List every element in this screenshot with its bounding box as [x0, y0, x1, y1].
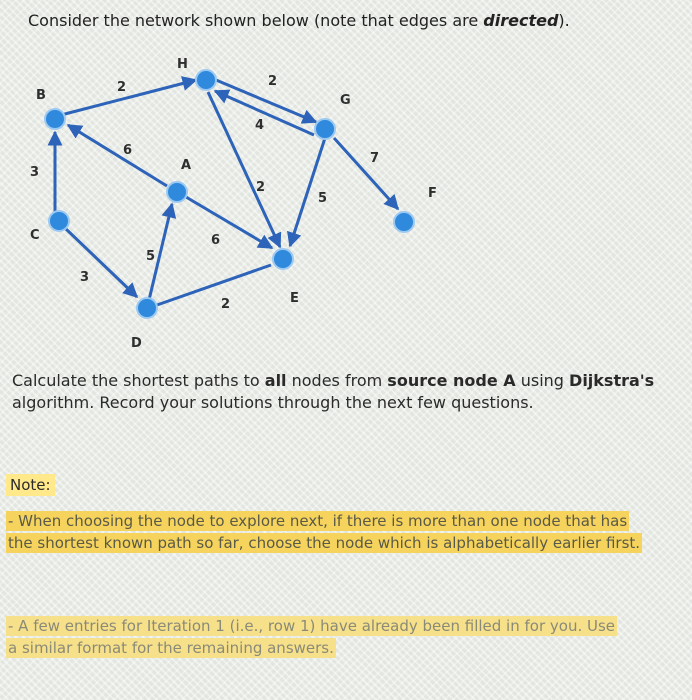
node-D	[137, 298, 157, 318]
label-G: G	[340, 93, 351, 108]
weight-D-A: 5	[146, 249, 156, 264]
network-graph	[0, 40, 692, 360]
edge-H-G	[216, 80, 316, 122]
label-C: C	[30, 228, 40, 243]
label-D: D	[131, 336, 142, 351]
edge-D-E	[157, 265, 271, 305]
node-E	[273, 249, 293, 269]
weight-G-H: 4	[255, 118, 265, 133]
node-H	[196, 70, 216, 90]
weight-A-E: 6	[211, 233, 221, 248]
edge-B-H	[61, 80, 196, 115]
weight-B-H: 2	[117, 80, 127, 95]
weight-G-E: 5	[318, 191, 328, 206]
question-emphasis: directed	[483, 11, 559, 30]
weight-C-D: 3	[80, 270, 90, 285]
edge-G-F	[334, 138, 398, 209]
node-C	[49, 211, 69, 231]
label-B: B	[36, 88, 46, 103]
label-E: E	[290, 291, 299, 306]
instruction-text: Calculate the shortest paths to all nodes from source node A using Dijkstra's algorithm. Record your solutions through the next few questions.	[12, 371, 655, 412]
weight-A-B: 6	[123, 143, 133, 158]
node-A	[167, 182, 187, 202]
weight-C-B: 3	[30, 165, 40, 180]
note-line-1: - When choosing the node to explore next, if there is more than one node that has the shortest known path so far, choose the node which is alphabetically earlier first.	[8, 512, 641, 552]
weight-H-G: 2	[268, 74, 278, 89]
weight-G-F: 7	[370, 151, 380, 166]
question-text: Consider the network shown below (note that edges are directed).	[28, 11, 570, 30]
label-A: A	[181, 158, 192, 173]
label-H: H	[177, 57, 188, 72]
node-F	[394, 212, 414, 232]
edge-C-D	[66, 229, 137, 297]
weight-D-E: 2	[221, 297, 231, 312]
label-F: F	[428, 186, 437, 201]
edge-A-B	[68, 125, 167, 186]
note-label: Note:	[6, 474, 55, 496]
node-G	[315, 119, 335, 139]
node-B	[45, 109, 65, 129]
weight-H-E: 2	[256, 180, 266, 195]
edge-G-H	[215, 91, 314, 135]
note-line-2: - A few entries for Iteration 1 (i.e., row 1) have already been filled in for you. Use a similar format for the remaining answers.	[8, 617, 616, 657]
